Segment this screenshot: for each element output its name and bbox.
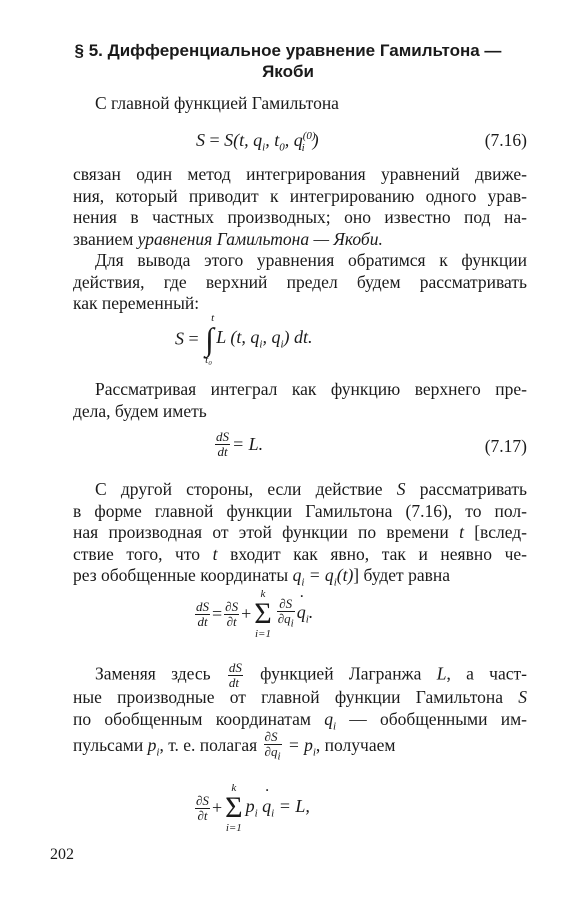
- eq-symbol: = L.: [232, 434, 264, 454]
- equation-number: (7.16): [484, 130, 527, 150]
- text-run: [вслед-: [463, 522, 527, 542]
- text-line: в форме главной функции Гамильтона (7.16), то пол-: [73, 500, 527, 521]
- text-line: [73, 565, 527, 587]
- eq-symbol: =: [212, 603, 223, 624]
- text-line: [73, 229, 527, 251]
- sigma-symbol: Σ: [225, 791, 243, 824]
- integral-symbol: ∫: [205, 321, 214, 357]
- math-symbol: (t): [336, 565, 354, 585]
- eq-symbol: S: [224, 130, 234, 150]
- eq-subscript: i: [301, 576, 305, 589]
- eq-symbol: ): [312, 130, 319, 150]
- eq-subscript: i: [277, 750, 281, 763]
- fraction-denominator: ∂t: [197, 807, 208, 823]
- math-symbol: q: [292, 565, 302, 585]
- eq-symbol: .: [308, 602, 314, 623]
- fraction-denominator: [264, 745, 282, 764]
- text-line: как переменный:: [73, 293, 200, 313]
- eq-subscript: i: [312, 746, 316, 759]
- eq-term: [245, 796, 310, 820]
- fraction-numerator: ∂S: [225, 598, 239, 614]
- text-line: ния, который приводит к интегрированию одного урав-: [73, 185, 527, 206]
- text-line: дела, будем иметь: [73, 400, 207, 421]
- text-run: Заменяя здесь: [95, 663, 226, 684]
- fraction-dS-dt: [195, 600, 210, 629]
- eq-subscript: i: [259, 338, 263, 351]
- fraction-numerator: ∂S: [264, 730, 282, 745]
- math-symbol: S: [518, 687, 527, 707]
- sigma-symbol: Σ: [254, 597, 272, 630]
- paragraph-substitution: [73, 660, 528, 763]
- eq-symbol: =: [209, 130, 220, 150]
- text-run: , получаем: [315, 734, 396, 755]
- text-line: Рассматривая интеграл как функцию верхнего пре-: [95, 379, 527, 399]
- integral-lower-limit: t₀: [205, 354, 213, 366]
- eq-symbol: = L,: [274, 796, 310, 817]
- fraction-denominator: dt: [228, 675, 240, 690]
- summation: [254, 588, 271, 640]
- paragraph-intro: [73, 93, 527, 115]
- action-integral: [73, 312, 527, 364]
- page-number: 202: [50, 846, 74, 863]
- text-run: входит как явно, так и неявно че-: [217, 543, 527, 564]
- equation-7-16: [73, 124, 527, 164]
- fraction-partialS-partialt: [224, 600, 239, 629]
- eq-superscript: (0): [302, 130, 316, 142]
- text-run: по обобщенным координатам: [73, 708, 325, 729]
- action-integral-body: [175, 312, 313, 366]
- text-line: [73, 479, 527, 501]
- section-heading: [58, 40, 518, 82]
- sum-lower-limit: i=1: [225, 822, 242, 834]
- integrand: [216, 327, 313, 351]
- section-heading-line-1: § 5. Дифференциальное уравнение Гамильтона —: [74, 41, 502, 60]
- eq-subscript: i: [156, 746, 160, 759]
- text-line: действия, где верхний предел будем рассматривать: [73, 271, 527, 292]
- sum-upper-limit: k: [260, 588, 266, 600]
- equation-hamilton-jacobi-step: [73, 782, 527, 838]
- text-run: , а част-: [446, 663, 527, 684]
- integral-upper-limit: t: [211, 312, 215, 324]
- text-line: [73, 709, 527, 731]
- eq-subscript: i: [254, 807, 258, 820]
- eq-subscript: i: [262, 141, 266, 154]
- eq-symbol: +: [211, 797, 223, 818]
- eq-subscript: i: [290, 617, 294, 630]
- emphasis-term: уравнения Гамильтона — Якоби.: [137, 228, 383, 249]
- eq-symbol: p: [245, 796, 255, 817]
- fraction-denominator: ∂t: [226, 613, 237, 629]
- eq-symbol-dotted: ˙ q: [262, 796, 271, 816]
- integral-sign: [205, 312, 214, 366]
- text-run: , т. е. полагая: [159, 734, 262, 755]
- text-line: [73, 522, 527, 544]
- eq-subscript: i: [301, 141, 305, 154]
- eq-symbol: +: [241, 603, 252, 624]
- math-symbol: p: [147, 734, 157, 755]
- text-run: ная производная от этой функции по времени: [73, 522, 460, 542]
- equation-number: (7.17): [484, 436, 527, 456]
- text-run: ные производные от главной функции Гамильтона: [73, 687, 519, 707]
- fraction-denominator: [277, 612, 295, 631]
- math-symbol: S: [396, 479, 406, 499]
- text-run: званием: [73, 228, 138, 249]
- eq-symbol: ) dt.: [283, 327, 313, 348]
- eq-symbol: ∂q: [264, 744, 278, 759]
- equation-final-body: [193, 782, 310, 834]
- fraction-numerator: ∂S: [277, 597, 295, 612]
- text-run: функцией Лагранжа: [244, 663, 437, 684]
- eq-symbol: S: [196, 130, 205, 150]
- text-line: нения в частных производных; оно известно под на-: [73, 207, 527, 227]
- equation-total-derivative: [73, 588, 527, 644]
- fraction-partialS-partialq: [277, 597, 295, 631]
- math-symbol: t: [212, 543, 218, 564]
- text-run: — обобщенными им-: [336, 708, 528, 729]
- math-symbol: L: [436, 663, 447, 684]
- text-line: [73, 687, 527, 709]
- math-symbol: t: [459, 522, 464, 542]
- eq-subscript: i: [333, 576, 337, 589]
- text-run: пульсами: [73, 734, 148, 755]
- text-line: Для вывода этого уравнения обратимся к функции: [95, 250, 527, 270]
- eq-symbol: L (t, q: [216, 327, 260, 348]
- fraction-partialS-partialq-inline: [264, 730, 282, 764]
- fraction-denominator: dt: [217, 444, 228, 459]
- eq-symbol: (t, q: [233, 130, 263, 150]
- text-run: рез обобщенные координаты: [73, 565, 293, 585]
- eq-subscript: 0: [279, 141, 285, 154]
- math-symbol: = q: [304, 565, 334, 585]
- section-heading-line-2: Якоби: [262, 62, 314, 81]
- math-expression: [292, 565, 354, 589]
- eq-symbol: ∂q: [277, 611, 291, 627]
- eq-subscript: i: [332, 720, 337, 732]
- text-line: связан один метод интегрирования уравнений движе-: [73, 164, 527, 184]
- sum-lower-limit: i=1: [254, 628, 271, 640]
- math-expression: [147, 734, 160, 759]
- fraction-numerator: ∂S: [196, 792, 209, 808]
- text-line: [73, 729, 527, 763]
- eq-symbol: , t: [265, 130, 280, 150]
- eq-subscript: i: [305, 613, 309, 626]
- equation-total-derivative-body: [193, 588, 313, 640]
- math-symbol: = p: [283, 734, 313, 755]
- eq-subscript: i: [271, 807, 275, 820]
- math-symbol: q: [324, 708, 333, 729]
- math-expression: [324, 708, 337, 732]
- eq-symbol-dotted: ˙ q: [297, 602, 306, 622]
- math-expression: [283, 734, 316, 759]
- fraction-dS-dt: [215, 430, 230, 459]
- text-run: ] будет равна: [353, 565, 450, 585]
- fraction-dS-dt-inline: [228, 661, 243, 690]
- text-line: [73, 660, 527, 690]
- eq-symbol: , q: [262, 327, 281, 348]
- sum-upper-limit: k: [231, 782, 237, 794]
- eq-symbol: S: [175, 328, 184, 349]
- fraction-numerator: dS: [196, 598, 209, 614]
- text-run: С другой стороны, если действие: [95, 479, 397, 499]
- eq-term: [296, 602, 314, 626]
- paragraph-upper-limit: [73, 379, 527, 422]
- eq-subscript: i: [280, 338, 284, 351]
- fraction-numerator: dS: [216, 429, 229, 444]
- eq-symbol: =: [188, 328, 199, 349]
- paragraph-method: [73, 164, 527, 315]
- fraction-partialS-partialt: [195, 794, 210, 823]
- text-run: ствие того, что: [73, 543, 213, 564]
- fraction-denominator: dt: [197, 613, 208, 629]
- equation-7-17-body: [213, 430, 263, 459]
- equation-7-17: [73, 430, 527, 470]
- eq-symbol: , q: [284, 130, 303, 150]
- summation: [225, 782, 242, 834]
- text-line: [73, 544, 527, 566]
- fraction-numerator: dS: [228, 660, 242, 675]
- paragraph-total-derivative: [73, 479, 527, 587]
- text-run: рассматривать: [405, 479, 527, 499]
- equation-7-16-body: [196, 130, 319, 154]
- text-line: С главной функцией Гамильтона: [95, 93, 339, 113]
